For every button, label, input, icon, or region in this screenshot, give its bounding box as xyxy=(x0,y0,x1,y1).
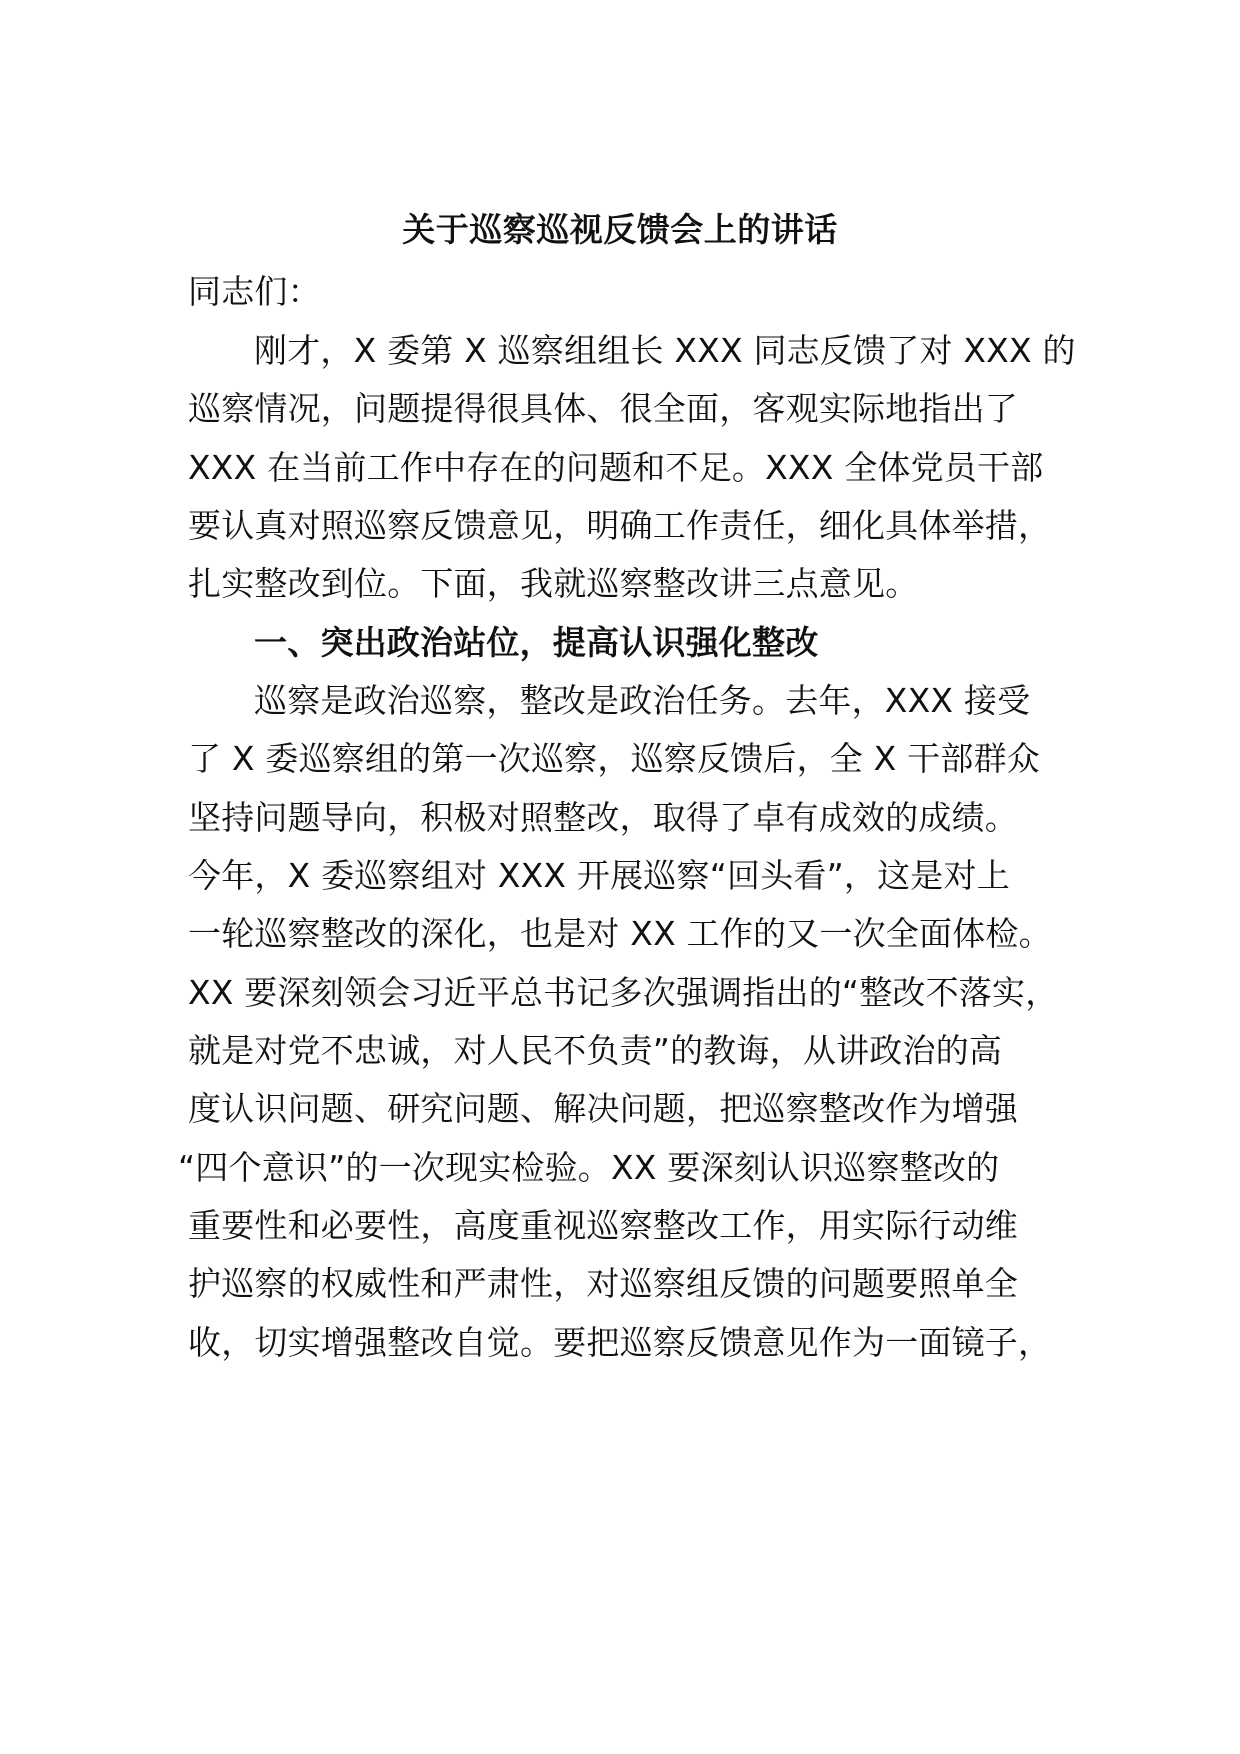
paragraph-line: 一轮巡察整改的深化，也是对 XX 工作的又一次全面体检。 xyxy=(188,914,1052,953)
paragraph-line: 刚才，X 委第 X 巡察组组长 XXX 同志反馈了对 XXX 的 xyxy=(254,331,1076,370)
paragraph-line: XXX 在当前工作中存在的问题和不足。XXX 全体党员干部 xyxy=(188,448,1044,487)
paragraph-line: 收，切实增强整改自觉。要把巡察反馈意见作为一面镜子， xyxy=(188,1323,1052,1362)
paragraph-line: 就是对党不忠诚，对人民不负责”的教诲，从讲政治的高 xyxy=(188,1031,1003,1070)
salutation: 同志们： xyxy=(188,272,321,311)
paragraph-line: 今年，X 委巡察组对 XXX 开展巡察“回头看”，这是对上 xyxy=(188,856,1010,895)
paragraph-line: XX 要深刻领会习近平总书记多次强调指出的“整改不落实， xyxy=(188,973,1059,1012)
document-title: 关于巡察巡视反馈会上的讲话 xyxy=(402,210,838,249)
paragraph-line: 护巡察的权威性和严肃性，对巡察组反馈的问题要照单全 xyxy=(188,1264,1018,1303)
paragraph-line: 了 X 委巡察组的第一次巡察，巡察反馈后，全 X 干部群众 xyxy=(188,739,1040,778)
paragraph-line: 巡察情况，问题提得很具体、很全面，客观实际地指出了 xyxy=(188,389,1018,428)
paragraph-line: 坚持问题导向，积极对照整改，取得了卓有成效的成绩。 xyxy=(188,798,1018,837)
paragraph-line: 要认真对照巡察反馈意见，明确工作责任，细化具体举措， xyxy=(188,506,1052,545)
paragraph-line: “四个意识”的一次现实检验。XX 要深刻认识巡察整改的 xyxy=(178,1148,1000,1187)
paragraph-line: 扎实整改到位。下面，我就巡察整改讲三点意见。 xyxy=(188,564,919,603)
paragraph-line: 重要性和必要性，高度重视巡察整改工作，用实际行动维 xyxy=(188,1206,1018,1245)
section-heading: 一、突出政治站位，提高认识强化整改 xyxy=(254,623,819,662)
paragraph-line: 巡察是政治巡察，整改是政治任务。去年，XXX 接受 xyxy=(254,681,1031,720)
paragraph-line: 度认识问题、研究问题、解决问题，把巡察整改作为增强 xyxy=(188,1089,1018,1128)
